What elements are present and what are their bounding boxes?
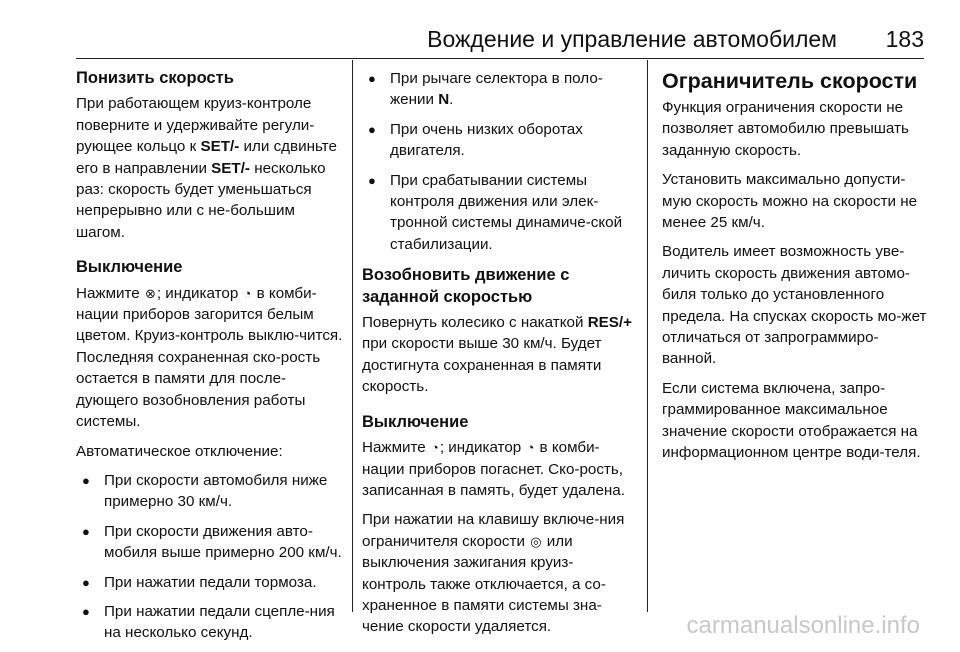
text: несколько раз: скорость будет уменьшаться непрерывно или с не-большим шагом. (76, 159, 326, 241)
paragraph-resume (362, 312, 632, 398)
heading-deactivation: Выключение (76, 258, 183, 277)
text: при скорости выше 30 км/ч. Будет достигнута сохраненная в памяти скорость. (362, 335, 602, 396)
paragraph-limiter-switch (362, 509, 632, 637)
column-divider-1 (352, 60, 353, 612)
text: . (449, 91, 454, 109)
paragraph: Установить максимально допусти-мую скорость можно на скорости не менее 25 км/ч. (662, 171, 918, 232)
text: Нажмите (362, 439, 430, 457)
cruise-control-indicator-icon: ◔ (243, 285, 252, 301)
paragraph: Водитель имеет возможность уве-личить скорость движения автомо-биля только до установленного предела. На спусках скорость мо-жет отличаться от запрограммиро-ванной. (662, 243, 927, 368)
list-item (362, 68, 632, 111)
page-header (0, 0, 960, 62)
speed-limiter-icon: ◎ (530, 533, 542, 549)
list-item: ● При скорости автомобиля ниже примерно 30 км/ч. (76, 470, 348, 513)
set-label: SET/- (200, 138, 240, 156)
text: или выключения зажигания круиз-контроль также отключается, а со-храненное в памяти системы зна-чение скорости удаляется. (362, 532, 606, 636)
watermark: carmanualsonline.info (686, 612, 920, 639)
text: ; индикатор (439, 439, 526, 457)
paragraph: Если система включена, запро-граммированное максимальное значение скорости отображается на информационном центре води-теля. (662, 379, 921, 462)
column-2 (362, 68, 632, 646)
cruise-control-indicator-icon: ◔ (430, 440, 439, 456)
cruise-cancel-icon: ⊗ (144, 285, 156, 301)
text: При рычаге селектора в поло-жении (390, 70, 603, 109)
list-item: ● При нажатии педали сцепле-ния на несколько секунд. (76, 601, 348, 644)
paragraph-switch-off (362, 437, 632, 501)
heading-resume: Возобновить движение с заданной скоростью (362, 266, 570, 306)
column-1 (76, 68, 348, 652)
text: ; индикатор (156, 284, 243, 302)
heading-reduce-speed: Понизить скорость (76, 69, 234, 87)
list-item: ● При нажатии педали тормоза. (76, 572, 348, 593)
text: Повернуть колесико с накаткой (362, 314, 588, 332)
paragraph: Функция ограничения скорости не позволяет автомобилю превышать заданную скорость. (662, 99, 909, 159)
res-label: RES/+ (587, 314, 633, 332)
list-item: ● При очень низких оборотах двигателя. (362, 119, 632, 162)
paragraph-reduce-speed (76, 93, 348, 243)
gear-label: N (438, 91, 450, 109)
text: в комби-нации приборов погаснет. Ско-рость, записанная в память, будет удалена. (362, 439, 625, 499)
paragraph-deactivation (76, 283, 348, 433)
header-divider (76, 58, 924, 59)
list-item: ● При скорости движения авто-мобиля выше примерно 200 км/ч. (76, 521, 348, 564)
text: При нажатии на клавишу включе-ния ограничителя скорости (362, 511, 625, 550)
list-item: ● При срабатывании системы контроля движения или элек-тронной системы динамиче-ской стабилизации. (362, 170, 632, 256)
cruise-control-indicator-icon: ◔ (526, 440, 535, 456)
auto-off-list (76, 470, 348, 644)
page-number: 183 (885, 26, 924, 52)
text: или сдвиньте его в направлении (76, 138, 337, 177)
heading-speed-limiter: Ограничитель скорости (662, 69, 918, 93)
text: При работающем круиз-контроле поверните и удерживайте регули-рующее кольцо к (76, 95, 315, 156)
heading-switch-off: Выключение (362, 412, 469, 431)
column-3 (662, 68, 932, 472)
text: в комби-нации приборов загорится белым цветом. Круиз-контроль выклю-чится. Последняя сохраненная ско-рость остается в памяти для после-дующего возобновления работы системы. (76, 284, 343, 431)
column-divider-2 (647, 60, 648, 612)
text: Нажмите (76, 284, 144, 302)
auto-off-list-continued (362, 68, 632, 255)
header-title: Вождение и управление автомобилем (427, 26, 837, 52)
paragraph-auto-off: Автоматическое отключение: (76, 442, 283, 460)
set-label: SET/- (211, 159, 250, 177)
